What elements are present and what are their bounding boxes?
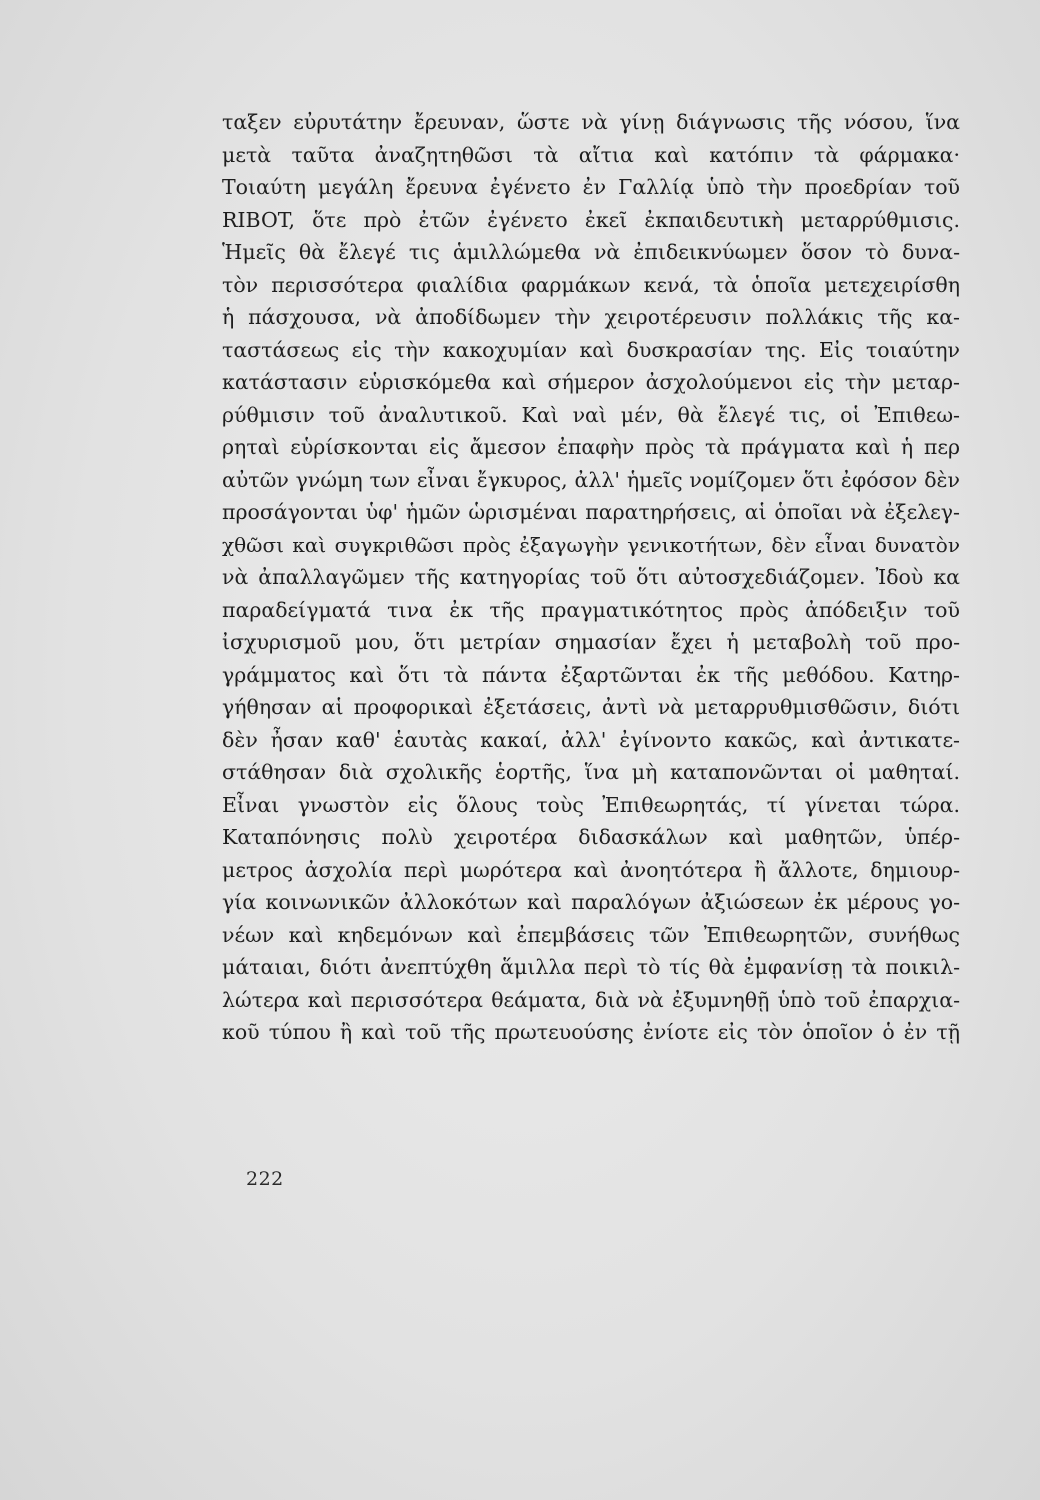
- text-line: παραδείγματά τινα ἐκ τῆς πραγματικότητος πρὸς ἀπόδειξιν τοῦ: [222, 597, 960, 622]
- text-line: νέων καὶ κηδεμόνων καὶ ἐπεμβάσεις τῶν Ἐπιθεωρητῶν, συνήθως: [222, 922, 960, 947]
- text-line: αὐτῶν γνώμη των εἶναι ἔγκυρος, ἀλλ' ἡμεῖς νομίζομεν ὅτι ἐφόσον δὲν: [222, 467, 960, 492]
- text-line: RIBOT, ὅτε πρὸ ἐτῶν ἐγένετο ἐκεῖ ἐκπαιδευτικὴ μεταρρύθμισις.: [222, 207, 960, 232]
- text-line: γράμματος καὶ ὅτι τὰ πάντα ἐξαρτῶνται ἐκ τῆς μεθόδου. Κατηρ-: [222, 662, 960, 687]
- text-line: ἰσχυρισμοῦ μου, ὅτι μετρίαν σημασίαν ἔχει ἡ μεταβολὴ τοῦ προ-: [222, 630, 960, 654]
- text-line: μάταιαι, διότι ἀνεπτύχθη ἅμιλλα περὶ τὸ τίς θὰ ἐμφανίσῃ τὰ ποικιλ-: [222, 955, 960, 979]
- text-line: κοῦ τύπου ἢ καὶ τοῦ τῆς πρωτευούσης ἐνίοτε εἰς τὸν ὁποῖον ὁ ἐν τῇ: [222, 1020, 960, 1044]
- text-line: Καταπόνησις πολὺ χειροτέρα διδασκάλων καὶ μαθητῶν, ὑπέρ-: [222, 825, 960, 849]
- text-line: προσάγονται ὑφ' ἡμῶν ὡρισμέναι παρατηρήσεις, αἱ ὁποῖαι νὰ ἐξελεγ-: [222, 500, 960, 524]
- text-line: στάθησαν διὰ σχολικῆς ἑορτῆς, ἵνα μὴ καταπονῶνται οἱ μαθηταί.: [222, 760, 960, 784]
- text-line: κατάστασιν εὑρισκόμεθα καὶ σήμερον ἀσχολούμενοι εἰς τὴν μεταρ-: [222, 370, 960, 394]
- text-line: γήθησαν αἱ προφορικαὶ ἐξετάσεις, ἀντὶ νὰ μεταρρυθμισθῶσιν, διότι: [222, 695, 960, 719]
- text-line: τὸν περισσότερα φιαλίδια φαρμάκων κενά, τὰ ὁποῖα μετεχειρίσθη: [222, 272, 960, 297]
- text-line: Τοιαύτη μεγάλη ἔρευνα ἐγένετο ἐν Γαλλίᾳ ὑπὸ τὴν προεδρίαν τοῦ: [222, 175, 960, 199]
- text-line: μετὰ ταῦτα ἀναζητηθῶσι τὰ αἴτια καὶ κατόπιν τὰ φάρμακα·: [222, 142, 960, 167]
- text-line: ρύθμισιν τοῦ ἀναλυτικοῦ. Καὶ ναὶ μέν, θὰ ἔλεγέ τις, οἱ Ἐπιθεω-: [222, 402, 960, 427]
- text-line: γία κοινωνικῶν ἀλλοκότων καὶ παραλόγων ἀξιώσεων ἐκ μέρους γο-: [222, 890, 960, 914]
- text-line: μετρος ἀσχολία περὶ μωρότερα καὶ ἀνοητότερα ἢ ἄλλοτε, δημιουρ-: [222, 857, 960, 882]
- page-number: 222: [246, 1168, 284, 1190]
- text-line: Ἡμεῖς θὰ ἔλεγέ τις ἁμιλλώμεθα νὰ ἐπιδεικνύωμεν ὅσον τὸ δυνα-: [222, 240, 960, 264]
- text-line: λώτερα καὶ περισσότερα θεάματα, διὰ νὰ ἐξυμνηθῇ ὑπὸ τοῦ ἐπαρχια-: [222, 987, 960, 1012]
- text-line: δὲν ἦσαν καθ' ἑαυτὰς κακαί, ἀλλ' ἐγίνοντο κακῶς, καὶ ἀντικατε-: [222, 727, 960, 752]
- text-line: ταξεν εὐρυτάτην ἔρευναν, ὥστε νὰ γίνῃ διάγνωσις τῆς νόσου, ἵνα: [222, 110, 960, 134]
- text-line: Εἶναι γνωστὸν εἰς ὅλους τοὺς Ἐπιθεωρητάς, τί γίνεται τώρα.: [222, 792, 960, 817]
- text-line: νὰ ἀπαλλαγῶμεν τῆς κατηγορίας τοῦ ὅτι αὐτοσχεδιάζομεν. Ἰδοὺ κα: [222, 565, 960, 589]
- text-line: ἡ πάσχουσα, νὰ ἀποδίδωμεν τὴν χειροτέρευσιν πολλάκις τῆς κα-: [222, 305, 960, 329]
- text-line: ρηταὶ εὑρίσκονται εἰς ἄμεσον ἐπαφὴν πρὸς τὰ πράγματα καὶ ἡ περ: [222, 435, 960, 459]
- text-line: χθῶσι καὶ συγκριθῶσι πρὸς ἐξαγωγὴν γενικοτήτων, δὲν εἶναι δυνατὸν: [222, 532, 960, 557]
- body-text: [222, 106, 960, 1049]
- text-line: ταστάσεως εἰς τὴν κακοχυμίαν καὶ δυσκρασίαν της. Εἰς τοιαύτην: [222, 337, 960, 362]
